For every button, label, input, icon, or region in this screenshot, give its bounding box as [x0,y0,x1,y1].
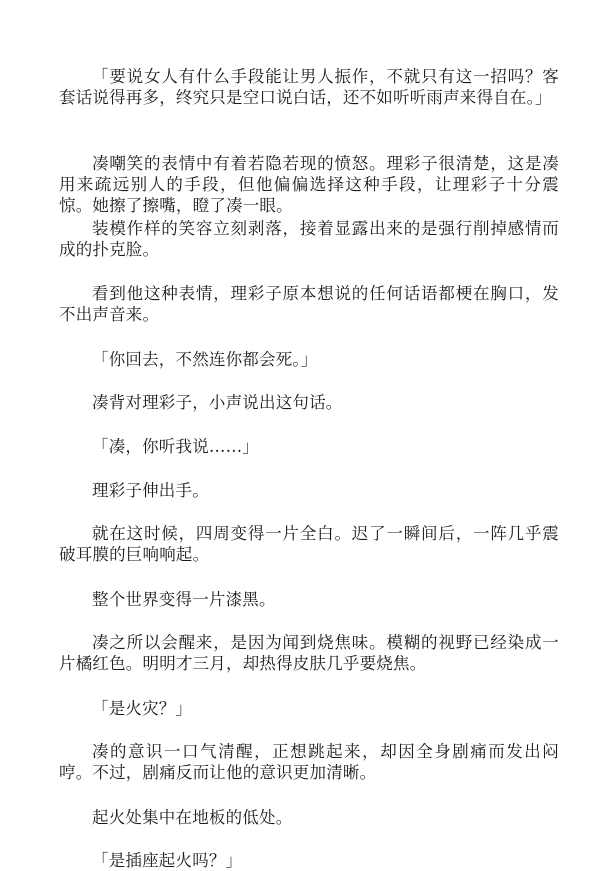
paragraph: 凑嘲笑的表情中有着若隐若现的愤怒。理彩子很清楚，这是凑用来疏远别人的手段，但他偏偏选择这种手段，让理彩子十分震惊。她擦了擦嘴，瞪了凑一眼。 [59,154,559,215]
paragraph: 就在这时候，四周变得一片全白。迟了一瞬间后，一阵几乎震破耳膜的巨响响起。 [59,524,559,564]
paragraph: 理彩子伸出手。 [92,481,209,500]
paragraph: 「是火灾？」 [92,699,193,718]
paragraph: 「你回去，不然连你都会死。」 [92,350,318,369]
paragraph: 「凑，你听我说……」 [92,437,259,456]
paragraph: 装模作样的笑容立刻剥落，接着显露出来的是强行削掉感情而成的扑克脸。 [59,219,559,259]
paragraph: 「是插座起火吗？」 [92,851,243,870]
paragraph: 看到他这种表情，理彩子原本想说的任何话语都梗在胸口，发不出声音来。 [59,284,559,324]
paragraph: 凑的意识一口气清醒，正想跳起来，却因全身剧痛而发出闷哼。不过，剧痛反而让他的意识更加清晰。 [59,742,559,782]
paragraph: 「要说女人有什么手段能让男人振作，不就只有这一招吗？客套话说得再多，终究只是空口说白话，还不如听听雨声来得自在。」 [59,67,559,107]
paragraph: 起火处集中在地板的低处。 [92,808,293,827]
paragraph: 整个世界变得一片漆黑。 [92,590,276,609]
paragraph: 凑之所以会醒来，是因为闻到烧焦味。模糊的视野已经染成一片橘红色。明明才三月，却热得皮肤几乎要烧焦。 [59,633,559,673]
paragraph: 凑背对理彩子，小声说出这句话。 [92,393,343,412]
